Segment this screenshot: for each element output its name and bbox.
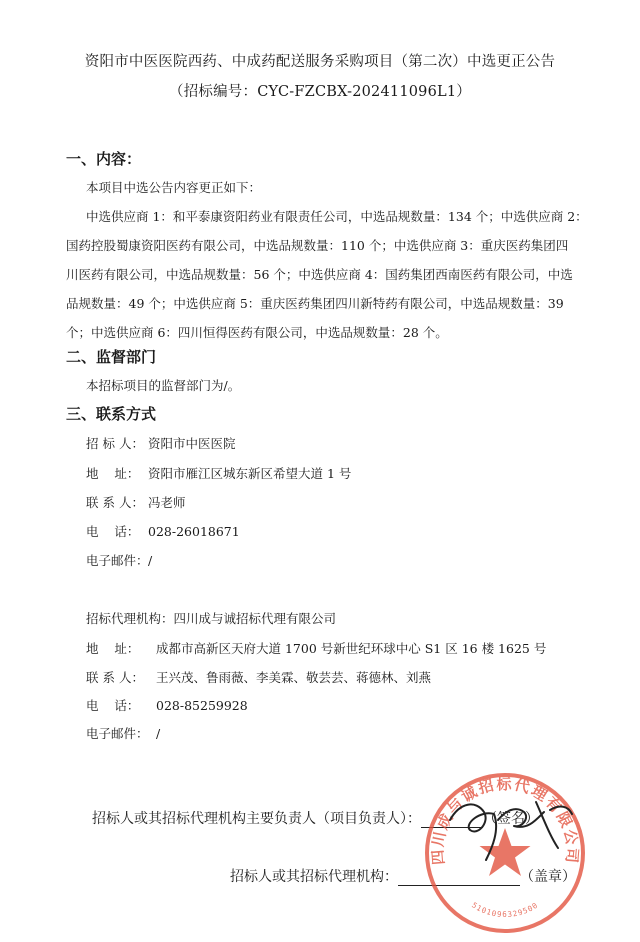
agency-address-row	[86, 639, 546, 657]
supplier-line-1: 中选供应商 1：和平泰康资阳药业有限责任公司，中选品规数量：134 个；中选供应商 2：	[86, 209, 588, 224]
tenderer-name: 资阳市中医医院	[148, 436, 236, 451]
agency-address: 成都市高新区天府大道 1700 号新世纪环球中心 S1 区 16 楼 1625 号	[156, 641, 547, 656]
tenderer-address: 资阳市雁江区城东新区希望大道 1 号	[148, 466, 352, 481]
agency-phone-label: 电 话：	[86, 698, 140, 713]
tenderer-email: /	[148, 553, 153, 568]
document-title: 资阳市中医医院西药、中成药配送服务采购项目（第二次）中选更正公告	[84, 54, 556, 70]
agency-phone-row	[86, 696, 248, 714]
tenderer-contact: 冯老师	[148, 495, 186, 510]
responsible-suffix: （签名）	[483, 811, 539, 827]
section1-heading: 一、内容：	[66, 150, 142, 168]
agency-contact: 王兴茂、鲁雨薇、李美霖、敬芸芸、蒋德林、刘燕	[156, 670, 432, 685]
organization-label: 招标人或其招标代理机构：	[230, 869, 398, 885]
supplier-line-4: 品规数量：49 个；中选供应商 5：重庆医药集团四川新特药有限公司，中选品规数量：39	[66, 296, 564, 311]
supplier-line-3: 川医药有限公司，中选品规数量：56 个；中选供应商 4：国药集团西南医药有限公司，中选	[66, 267, 573, 282]
tenderer-name-row	[86, 434, 236, 452]
tenderer-phone-label: 电 话：	[86, 524, 140, 539]
agency-name-row	[86, 609, 336, 627]
organization-suffix: （盖章）	[520, 869, 576, 885]
supplier-line-5: 个；中选供应商 6：四川恒得医药有限公司，中选品规数量：28 个。	[66, 325, 448, 340]
section3-heading: 三、联系方式	[66, 405, 157, 423]
tenderer-email-row	[86, 551, 152, 569]
agency-address-label: 地 址：	[86, 641, 140, 656]
agency-name: 四川成与诚招标代理有限公司	[173, 611, 337, 626]
agency-email-label: 电子邮件：	[86, 726, 149, 741]
tenderer-contact-label: 联 系 人：	[86, 495, 144, 510]
tenderer-phone-row	[86, 522, 240, 540]
section1-intro: 本项目中选公告内容更正如下：	[86, 180, 262, 195]
supervision-text: 本招标项目的监督部门为/。	[86, 378, 241, 393]
tenderer-address-row	[86, 464, 351, 482]
tender-number: （招标编号：CYC-FZCBX-202411096L1）	[169, 84, 471, 100]
agency-contact-label: 联 系 人：	[86, 670, 144, 685]
tenderer-address-label: 地 址：	[86, 466, 140, 481]
tenderer-contact-row	[86, 493, 186, 511]
agency-name-label: 招标代理机构：	[86, 611, 174, 626]
responsible-label: 招标人或其招标代理机构主要负责人（项目负责人）：	[92, 811, 421, 827]
agency-phone: 028-85259928	[156, 698, 248, 713]
tenderer-name-label: 招 标 人：	[86, 436, 144, 451]
agency-email: /	[156, 726, 161, 741]
agency-contact-row	[86, 668, 431, 686]
tenderer-phone: 028-26018671	[148, 524, 240, 539]
section2-heading: 二、监督部门	[66, 348, 157, 366]
supplier-line-2: 国药控股蜀康资阳医药有限公司，中选品规数量：110 个；中选供应商 3：重庆医药集团四	[66, 238, 569, 253]
tenderer-email-label: 电子邮件：	[86, 553, 149, 568]
seal-number: 5101096329500	[470, 900, 540, 920]
seal-text: 四川成与诚招标代理有限公司	[428, 774, 582, 866]
agency-email-row	[86, 724, 160, 742]
handwritten-signature	[440, 790, 580, 870]
